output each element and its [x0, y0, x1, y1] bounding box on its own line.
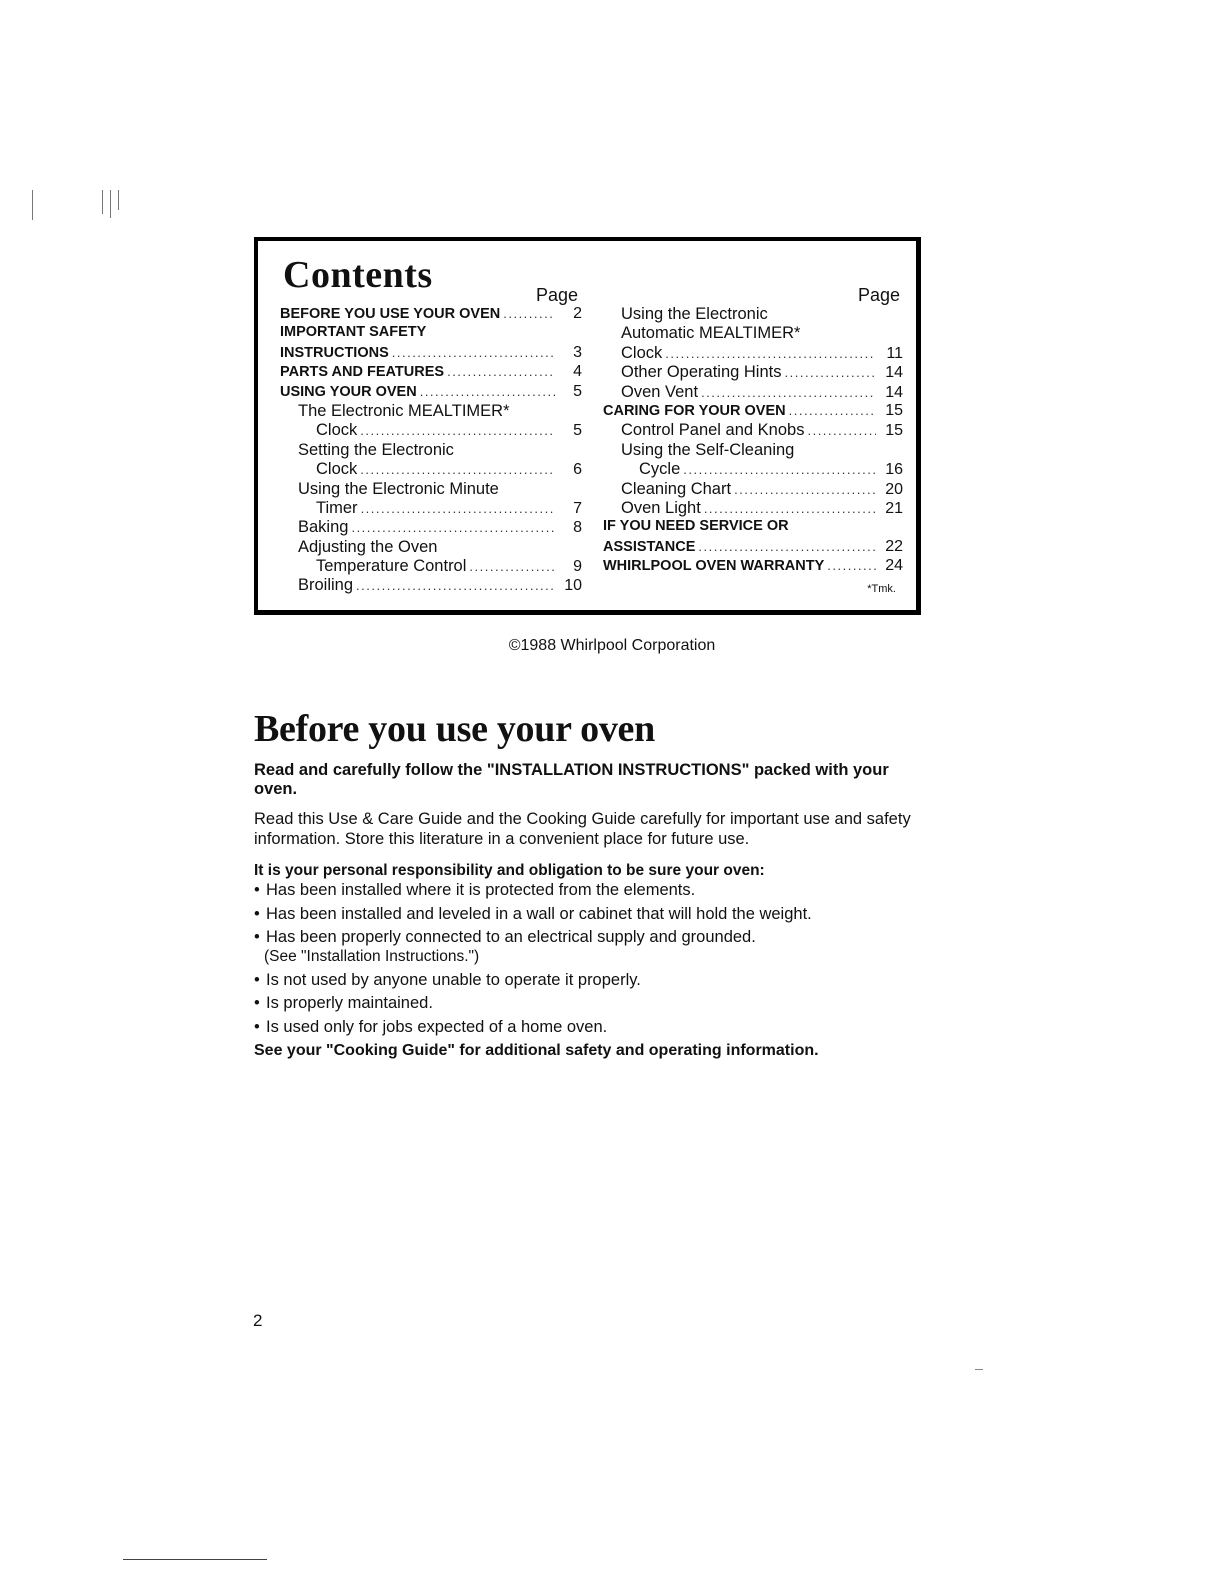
toc-entry [280, 441, 582, 460]
toc-entry-page: 5 [573, 382, 582, 400]
toc-entry [280, 383, 582, 402]
dot-leader [360, 423, 555, 438]
toc-entry [280, 363, 582, 382]
cooking-guide-note: See your "Cooking Guide" for additional safety and operating information. [254, 1042, 819, 1059]
toc-entry-label: Timer [316, 498, 358, 517]
dot-leader [827, 558, 876, 573]
toc-entry [603, 421, 903, 440]
toc-entry [603, 460, 903, 479]
toc-entry-label: USING YOUR OVEN [280, 383, 417, 400]
toc-entry-label: Cleaning Chart [621, 479, 732, 498]
list-item-note: (See "Installation Instructions.") [264, 948, 480, 965]
toc-entry-page: 15 [885, 422, 903, 440]
bullet-icon: • [254, 970, 260, 989]
toc-entry-label: ASSISTANCE [603, 538, 696, 555]
dot-leader [704, 501, 876, 516]
toc-entry [603, 538, 903, 557]
toc-entry-label: Oven Light [621, 498, 701, 517]
contents-left-column [280, 305, 582, 596]
toc-entry [603, 363, 903, 382]
list-item-text: Has been properly connected to an electrical supply and grounded. [266, 928, 756, 946]
dot-leader [447, 364, 555, 379]
dot-leader [665, 346, 876, 361]
section-title: Before you use your oven [254, 708, 655, 750]
toc-entry [603, 383, 903, 402]
toc-entry-label: BEFORE YOU USE YOUR OVEN [280, 306, 501, 322]
right-page-header: Page [858, 285, 901, 305]
toc-entry [280, 499, 582, 518]
toc-entry-label: Broiling [298, 576, 354, 595]
toc-entry-page: 5 [573, 422, 582, 440]
toc-entry [603, 305, 903, 324]
toc-entry-page: 10 [564, 577, 582, 595]
bullet-icon: • [254, 904, 260, 923]
toc-entry [603, 441, 903, 460]
toc-entry [280, 518, 582, 537]
toc-entry-page: 11 [886, 344, 903, 362]
toc-entry-page: 20 [885, 480, 903, 498]
toc-entry-label: Cycle [639, 460, 681, 479]
list-item-text: Is not used by anyone unable to operate it properly. [266, 970, 641, 989]
before-you-use-section [254, 704, 934, 1060]
toc-entry [280, 421, 582, 440]
toc-entry-label: Temperature Control [316, 557, 467, 576]
toc-entry-label: Adjusting the Oven [298, 537, 438, 556]
dot-leader [683, 462, 876, 477]
toc-entry-page: 21 [885, 499, 903, 517]
toc-entry-label: Automatic MEALTIMER* [621, 324, 801, 343]
dot-leader [360, 462, 555, 477]
dot-leader [392, 345, 555, 360]
contents-right-column [603, 305, 903, 576]
list-item [254, 1018, 934, 1037]
dot-leader [361, 501, 555, 516]
page-number: 2 [253, 1311, 263, 1330]
dot-leader [503, 306, 555, 321]
toc-entry-label: Clock [316, 460, 358, 479]
dot-leader [351, 520, 555, 535]
dot-leader [701, 385, 876, 400]
toc-entry-label: Other Operating Hints [621, 363, 782, 382]
left-page-header: Page [536, 285, 579, 305]
corner-mark [975, 1369, 983, 1370]
toc-entry-label: CARING FOR YOUR OVEN [603, 402, 786, 419]
toc-entry [280, 324, 582, 343]
toc-entry-page: 4 [573, 363, 582, 381]
toc-entry [280, 538, 582, 557]
bullet-icon: • [254, 928, 260, 946]
dot-leader [356, 578, 555, 593]
responsibility-heading: It is your personal responsibility and obligation to be sure your oven: [254, 862, 765, 879]
toc-entry-label: INSTRUCTIONS [280, 344, 389, 361]
toc-entry [280, 557, 582, 576]
dot-leader [469, 559, 555, 574]
toc-entry-label: IF YOU NEED SERVICE OR [603, 518, 789, 535]
list-item [254, 905, 934, 924]
toc-entry [280, 480, 582, 499]
toc-entry-label: WHIRLPOOL OVEN WARRANTY [603, 558, 825, 575]
toc-entry-page: 3 [573, 343, 582, 361]
toc-entry-label: Oven Vent [621, 382, 699, 401]
toc-entry-label: PARTS AND FEATURES [280, 364, 445, 381]
bullet-icon: • [254, 1017, 260, 1036]
toc-entry [280, 460, 582, 479]
list-item [254, 881, 934, 900]
toc-entry [603, 557, 903, 576]
toc-entry-label: Clock [621, 343, 663, 362]
installation-lead: Read and carefully follow the "INSTALLATION INSTRUCTIONS" packed with your oven. [254, 761, 889, 798]
toc-entry-page: 7 [573, 499, 582, 517]
toc-entry-page: 14 [885, 383, 903, 401]
scan-edge-marks [30, 190, 130, 220]
toc-entry [603, 324, 903, 343]
responsibility-list [254, 881, 934, 1037]
toc-entry [280, 344, 582, 363]
toc-entry-page: 2 [573, 305, 582, 322]
list-item-text: Is properly maintained. [266, 994, 433, 1012]
bullet-icon: • [254, 994, 260, 1012]
toc-entry [603, 344, 903, 363]
toc-entry [603, 518, 903, 537]
list-item [254, 971, 934, 990]
toc-entry-label: Using the Self-Cleaning [621, 440, 795, 459]
contents-title: Contents [283, 254, 433, 296]
bottom-rule [123, 1559, 267, 1560]
toc-entry-page: 16 [885, 461, 903, 479]
list-item [254, 994, 934, 1013]
toc-entry-label: Using the Electronic [621, 305, 768, 323]
toc-entry [280, 305, 582, 324]
toc-entry-label: Clock [316, 421, 358, 440]
toc-entry-page: 8 [573, 519, 582, 537]
toc-entry-label: IMPORTANT SAFETY [280, 324, 427, 341]
toc-entry-page: 6 [573, 461, 582, 479]
list-item-text: Has been installed where it is protected from the elements. [266, 881, 696, 899]
list-item-text: Has been installed and leveled in a wall or cabinet that will hold the weight. [266, 904, 812, 923]
toc-entry-page: 15 [885, 401, 903, 419]
dot-leader [807, 423, 876, 438]
copyright-line: ©1988 Whirlpool Corporation [508, 637, 716, 654]
dot-leader [420, 384, 555, 399]
toc-entry-label: Baking [298, 518, 349, 537]
toc-entry-page: 22 [885, 537, 903, 555]
list-item-text: Is used only for jobs expected of a home oven. [266, 1017, 608, 1036]
toc-entry-page: 9 [573, 558, 582, 576]
toc-entry-label: Setting the Electronic [298, 440, 454, 459]
dot-leader [785, 365, 877, 380]
trademark-note: *Tmk. [867, 583, 896, 595]
dot-leader [734, 482, 876, 497]
toc-entry [280, 576, 582, 595]
toc-entry [603, 499, 903, 518]
guide-paragraph: Read this Use & Care Guide and the Cooking Guide carefully for important use and safety information. Store this literature in a convenient place for future use. [254, 810, 911, 848]
toc-entry-label: Using the Electronic Minute [298, 479, 499, 498]
toc-entry-label: The Electronic MEALTIMER* [298, 401, 510, 420]
contents-box [254, 237, 921, 615]
toc-entry-label: Control Panel and Knobs [621, 421, 805, 440]
dot-leader [789, 403, 876, 418]
toc-entry [280, 402, 582, 421]
toc-entry [603, 402, 903, 421]
toc-entry-page: 24 [885, 557, 903, 575]
toc-entry [603, 480, 903, 499]
dot-leader [698, 539, 876, 554]
bullet-icon: • [254, 881, 260, 899]
toc-entry-page: 14 [885, 364, 903, 382]
list-item [254, 928, 934, 966]
